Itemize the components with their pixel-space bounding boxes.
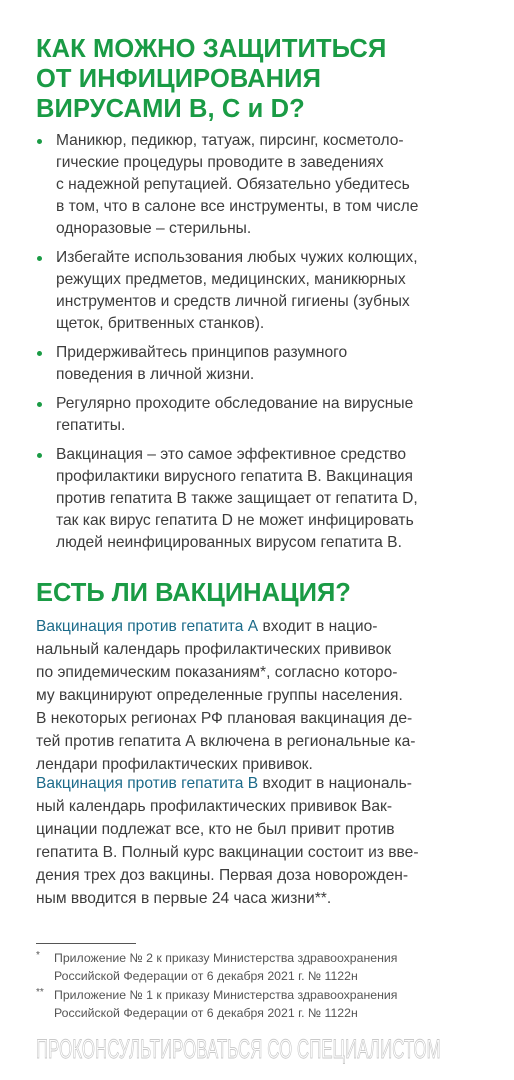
hepatitis-b-lead: Вакцинация против гепатита В (36, 775, 259, 792)
list-item-line: против гепатита B также защищает от гепатита D, (56, 490, 418, 507)
footnote-divider (36, 943, 136, 944)
footnote-mark: ** (36, 987, 44, 998)
protection-heading (36, 34, 476, 124)
paragraph-text: входит в нацио- (258, 618, 378, 635)
paragraph-line (36, 772, 478, 795)
bullet-dot-icon (37, 139, 42, 144)
list-item-line: гепатиты. (56, 417, 126, 434)
paragraph-line: тей против гепатита А включена в региональные ка- (36, 733, 416, 750)
consult-specialist-footer: ПРОКОНСУЛЬТИРОВАТЬСЯ СО СПЕЦИАЛИСТОМ (36, 1034, 441, 1064)
list-item-line: Избегайте использования любых чужих колющих, (56, 249, 418, 266)
bullet-dot-icon (37, 402, 42, 407)
hepatitis-b-paragraph (36, 772, 478, 910)
paragraph-line: му вакцинируют определенные группы населения. (36, 687, 403, 704)
list-item-line: в том, что в салоне все инструменты, в том числе (56, 198, 419, 215)
list-item-line: так как вирус гепатита D не может инфицировать (56, 512, 414, 529)
paragraph-line (36, 615, 478, 638)
list-item-line: поведения в личной жизни. (56, 366, 255, 383)
list-item-line: гические процедуры проводите в заведениях (56, 154, 384, 171)
paragraph-line: В некоторых регионах РФ плановая вакцинация де- (36, 710, 413, 727)
hepatitis-a-paragraph (36, 615, 478, 776)
hepatitis-a-lead: Вакцинация против гепатита А (36, 618, 259, 635)
footnote-line: Приложение № 2 к приказу Министерства здравоохранения (54, 951, 398, 965)
heading-line: ОТ ИНФИЦИРОВАНИЯ (36, 65, 322, 93)
footnote-mark: * (36, 950, 40, 961)
list-item-line: режущих предметов, медицинских, маникюрных (56, 271, 406, 288)
list-item-line: Вакцинация – это самое эффективное средство (56, 446, 407, 463)
list-item-line: Регулярно проходите обследование на вирусные (56, 395, 414, 412)
list-item (36, 130, 482, 240)
paragraph-line: гепатита В. Полный курс вакцинации состоит из вве- (36, 844, 419, 861)
paragraph-line: нальный календарь профилактических прививок (36, 641, 392, 658)
paragraph-line: ным вводится в первые 24 часа жизни**. (36, 890, 332, 907)
footnote (36, 986, 476, 1022)
list-item-line: щеток, бритвенных станков). (56, 315, 265, 332)
list-item-line: одноразовые – стерильны. (56, 220, 252, 237)
paragraph-line: ный календарь профилактических прививок Вак- (36, 798, 393, 815)
list-item-line: профилактики вирусного гепатита B. Вакцинация (56, 468, 413, 485)
footnote-line: Российской Федерации от 6 декабря 2021 г. № 1122н (54, 969, 358, 983)
list-item (36, 393, 482, 437)
list-item (36, 342, 482, 386)
heading-line: КАК МОЖНО ЗАЩИТИТЬСЯ (36, 35, 387, 63)
list-item-line: людей неинфицированных вирусом гепатита B. (56, 534, 402, 551)
paragraph-line: по эпидемическим показаниям*, согласно которо- (36, 664, 398, 681)
list-item-line: Придерживайтесь принципов разумного (56, 344, 348, 361)
bullet-dot-icon (37, 453, 42, 458)
footnote-line: Российской Федерации от 6 декабря 2021 г. № 1122н (54, 1006, 358, 1020)
list-item-line: инструментов и средств личной гигиены (зубных (56, 293, 410, 310)
bullet-dot-icon (37, 256, 42, 261)
vaccination-heading: ЕСТЬ ЛИ ВАКЦИНАЦИЯ? (36, 579, 351, 607)
list-item (36, 247, 482, 335)
paragraph-text: входит в националь- (258, 775, 412, 792)
protection-list (36, 130, 482, 561)
list-item-line: Маникюр, педикюр, татуаж, пирсинг, косметоло- (56, 132, 404, 149)
footnote-line: Приложение № 1 к приказу Министерства здравоохранения (54, 988, 398, 1002)
bullet-dot-icon (37, 351, 42, 356)
paragraph-line: дения трех доз вакцины. Первая доза новорожден- (36, 867, 409, 884)
paragraph-line: цинации подлежат все, кто не был привит против (36, 821, 395, 838)
footnote (36, 949, 476, 985)
list-item (36, 444, 482, 554)
list-item-line: с надежной репутацией. Обязательно убедитесь (56, 176, 410, 193)
heading-line: ВИРУСАМИ B, C и D? (36, 95, 305, 123)
paragraph-line: лендари профилактических прививок. (36, 756, 313, 773)
